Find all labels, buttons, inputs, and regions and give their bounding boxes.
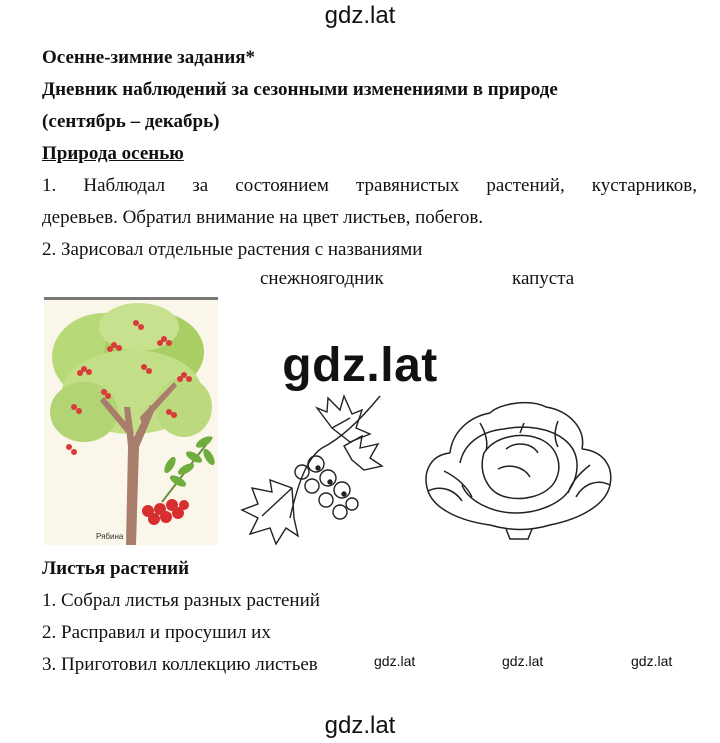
section-title-leaves: Листья растений [42, 558, 190, 579]
label-snowberry: снежноягодник [260, 268, 384, 289]
leaves-item-1: 1. Собрал листья разных растений [42, 590, 320, 611]
watermark-small-2: gdz.lat [502, 653, 544, 669]
heading-line-1: Осенне-зимние задания* [42, 47, 256, 68]
rowan-tree-image [44, 297, 218, 545]
snowberry-drawing [232, 388, 390, 546]
heading-line-3: (сентябрь – декабрь) [42, 111, 220, 132]
watermark-top: gdz.lat [324, 2, 396, 29]
leaves-item-2: 2. Расправил и просушил их [42, 622, 271, 643]
leaves-item-3: 3. Приготовил коллекцию листьев [42, 654, 318, 675]
watermark-bottom: gdz.lat [324, 712, 396, 739]
watermark-small-1: gdz.lat [374, 653, 416, 669]
watermark-small-3: gdz.lat [631, 653, 673, 669]
heading-line-2: Дневник наблюдений за сезонными изменениями в природе [42, 79, 558, 100]
label-cabbage: капуста [512, 268, 575, 289]
watermark-center: gdz.lat [282, 339, 438, 392]
autumn-item-1-line-1: 1. Наблюдал за состоянием травянистых растений, кустарников, [42, 175, 697, 196]
autumn-item-1-line-2: деревьев. Обратил внимание на цвет листьев, побегов. [42, 207, 484, 228]
autumn-item-2: 2. Зарисовал отдельные растения с названиями [42, 239, 423, 260]
tree-caption: Рябина [96, 532, 124, 541]
cabbage-drawing [420, 393, 616, 545]
section-title-autumn: Природа осенью [42, 143, 184, 164]
